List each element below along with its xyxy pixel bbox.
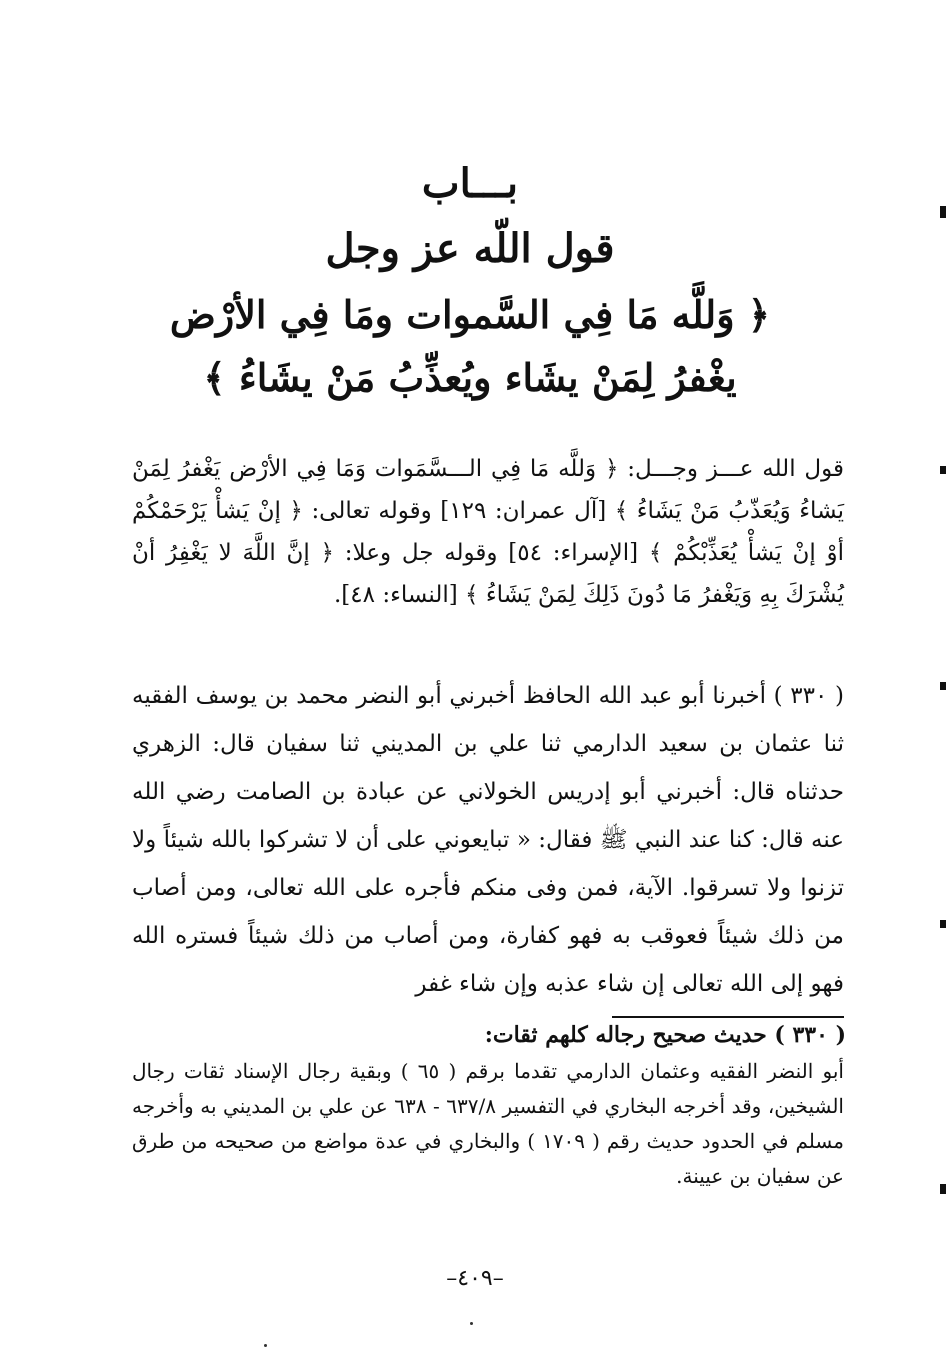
- scan-dust-dot: [470, 1322, 473, 1325]
- chapter-label: بـــاب: [421, 160, 519, 207]
- scan-edge-mark: [940, 1184, 946, 1194]
- scan-edge-mark: [940, 682, 946, 690]
- footnote-divider: [612, 1016, 844, 1018]
- scan-edge-mark: [940, 920, 946, 928]
- chapter-ayah-line-2: يغْفرُ لِمَنْ يشَاء ويُعذِّبُ مَنْ يشَاءُ ﴾: [203, 355, 737, 400]
- chapter-ayah-line-1: ﴿ وَللَّه مَا فِي السَّموات ومَا فِي الأرْض: [169, 292, 771, 337]
- intro-paragraph: قول الله عـــز وجـــل: ﴿ وَللَّه مَا فِي الـــسَّمَوات وَمَا فِي الأرْض يَغْفرُ لِمَنْ يَشاءُ وَيُعَذّبُ مَنْ يَشَاءُ ﴾ [آل عمران: ١٢٩] وقوله تعالى: ﴿ إنْ يَشأْ يَرْحَمْكُمْ أوْ إنْ يَشأْ يُعَذِّبْكُمْ ﴾ [الإسراء: ٥٤] وقوله جل وعلا: ﴿ إنَّ اللَّهَ لا يَغْفِرُ أنْ يُشْرَكَ بِهِ وَيَغْفرُ مَا دُونَ ذَلِكَ لِمَنْ يَشَاءُ ﴾ [النساء: ٤٨].: [132, 456, 844, 608]
- page-number: –٤٠٩–: [446, 1266, 504, 1291]
- scan-edge-mark: [940, 466, 946, 474]
- footnote-body: أبو النضر الفقيه وعثمان الدارمي تقدما برقم ( ٦٥ ) وبقية رجال الإسناد ثقات رجال الشيخين، وقد أخرجه البخاري في التفسير ٦٣٧/٨ - ٦٣٨ عن علي بن المديني به وأخرجه مسلم في الحدود حديث رقم ( ١٧٠٩ ) والبخاري في عدة مواضع من صحيحه من طرق عن سفيان بن عيينة.: [132, 1059, 844, 1188]
- chapter-title: قول اللّه عز وجل: [325, 225, 615, 272]
- scan-edge-mark: [940, 206, 946, 218]
- footnote-heading: ( ٣٣٠ ) حديث صحيح رجاله كلهم ثقات:: [484, 1022, 846, 1048]
- hadith-paragraph: ( ٣٣٠ ) أخبرنا أبو عبد الله الحافظ أخبرني أبو النضر محمد بن يوسف الفقيه ثنا عثمان بن سعيد الدارمي ثنا علي بن المديني ثنا سفيان قال: الزهري حدثناه قال: أخبرني أبو إدريس الخولاني عن عبادة بن الصامت رضي الله عنه قال: كنا عند النبي ﷺ فقال: « تبايعوني على أن لا تشركوا بالله شيئاً ولا تزنوا ولا تسرقوا. الآية، فمن وفى منكم فأجره على الله تعالى، ومن أصاب من ذلك شيئاً فعوقب به فهو كفارة، ومن أصاب من ذلك شيئاً فستره الله فهو إلى الله تعالى إن شاء عذبه وإن شاء غفر: [132, 683, 844, 997]
- scan-dust-dot: [264, 1344, 267, 1347]
